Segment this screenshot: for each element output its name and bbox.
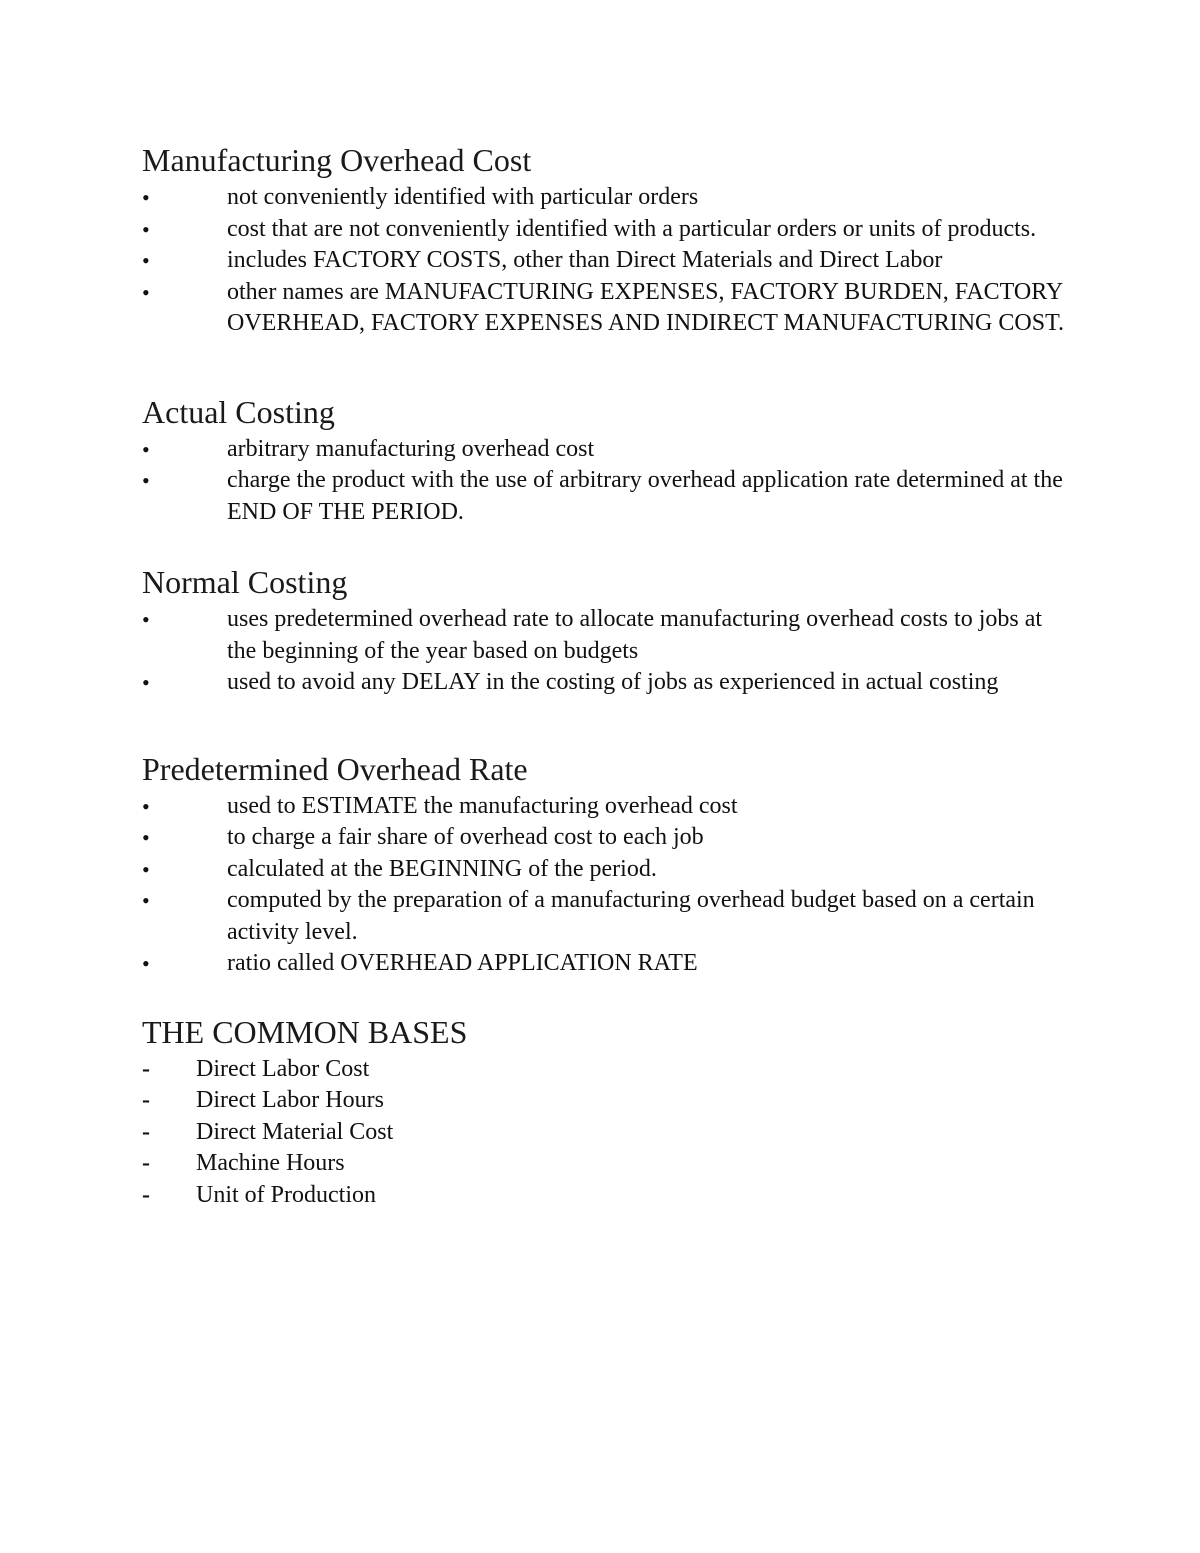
list-item-text: includes FACTORY COSTS, other than Direct Materials and Direct Labor <box>227 247 943 273</box>
dash-marker: - <box>142 1118 150 1145</box>
section-heading: THE COMMON BASES <box>142 1013 468 1050</box>
list-item <box>142 885 1072 948</box>
list-item-text: Unit of Production <box>196 1181 376 1208</box>
bullet-marker: • <box>142 248 150 273</box>
section-common-bases <box>142 1012 1072 1212</box>
list-item <box>142 791 1072 823</box>
bullet-list <box>142 791 1072 980</box>
section-heading: Manufacturing Overhead Cost <box>142 142 532 178</box>
list-item <box>142 1085 1072 1117</box>
list-item-text: computed by the preparation of a manufacturing overhead budget based on a certain activity level. <box>227 887 1035 945</box>
bullet-marker: • <box>142 279 150 305</box>
list-item <box>142 182 1072 214</box>
list-item-text: used to ESTIMATE the manufacturing overhead cost <box>227 792 738 819</box>
list-item-text: arbitrary manufacturing overhead cost <box>227 435 595 462</box>
list-item <box>142 1180 1072 1212</box>
list-item-text: Direct Labor Hours <box>196 1087 384 1113</box>
section-normal-costing <box>142 562 1072 699</box>
list-item <box>142 1148 1072 1180</box>
section-actual-costing <box>142 392 1072 529</box>
section-manufacturing-overhead-cost <box>142 140 1072 340</box>
bullet-marker: • <box>142 607 150 632</box>
bullet-marker: • <box>142 185 150 210</box>
bullet-list <box>142 182 1072 340</box>
list-item-text: other names are MANUFACTURING EXPENSES, FACTORY BURDEN, FACTORY OVERHEAD, FACTORY EXPENSES AND INDIRECT MANUFACTURING COST. <box>227 278 1064 336</box>
dash-list <box>142 1054 1072 1212</box>
list-item-text: ratio called OVERHEAD APPLICATION RATE <box>227 950 698 976</box>
list-item-text: Direct Labor Cost <box>196 1055 370 1082</box>
list-item <box>142 1117 1072 1149</box>
bullet-marker: • <box>142 951 150 976</box>
list-item <box>142 667 1072 699</box>
list-item <box>142 1054 1072 1086</box>
bullet-marker: • <box>142 888 150 913</box>
list-item <box>142 854 1072 886</box>
bullet-marker: • <box>142 856 150 882</box>
dash-marker: - <box>142 1150 150 1176</box>
list-item-text: used to avoid any DELAY in the costing of jobs as experienced in actual costing <box>227 669 999 695</box>
list-item-text: uses predetermined overhead rate to allocate manufacturing overhead costs to jobs at the beginning of the year based on budgets <box>227 606 1043 664</box>
list-item <box>142 245 1072 277</box>
bullet-marker: • <box>142 793 150 819</box>
list-item <box>142 434 1072 466</box>
bullet-marker: • <box>142 216 150 242</box>
section-predetermined-overhead-rate <box>142 749 1072 980</box>
list-item <box>142 465 1072 528</box>
list-item-text: calculated at the BEGINNING of the period. <box>227 855 657 882</box>
list-item <box>142 277 1072 340</box>
list-item-text: to charge a fair share of overhead cost to each job <box>227 824 704 850</box>
section-heading: Actual Costing <box>142 393 335 430</box>
dash-marker: - <box>142 1181 150 1208</box>
list-item-text: cost that are not conveniently identified with a particular orders or units of products. <box>227 215 1037 242</box>
list-item-text: Direct Material Cost <box>196 1118 394 1145</box>
bullet-marker: • <box>142 825 150 850</box>
bullet-marker: • <box>142 468 150 493</box>
section-heading: Normal Costing <box>142 564 348 600</box>
list-item <box>142 948 1072 980</box>
dash-marker: - <box>142 1087 150 1113</box>
dash-marker: - <box>142 1055 150 1082</box>
bullet-marker: • <box>142 436 150 462</box>
list-item-text: charge the product with the use of arbitrary overhead application rate determined at the END OF THE PERIOD. <box>227 467 1063 525</box>
section-heading: Predetermined Overhead Rate <box>142 750 528 787</box>
list-item-text: not conveniently identified with particular orders <box>227 184 699 210</box>
bullet-list <box>142 604 1072 699</box>
bullet-list <box>142 434 1072 529</box>
document-body <box>142 140 1072 1211</box>
list-item <box>142 822 1072 854</box>
list-item <box>142 604 1072 667</box>
list-item <box>142 214 1072 246</box>
list-item-text: Machine Hours <box>196 1150 345 1176</box>
bullet-marker: • <box>142 670 150 695</box>
